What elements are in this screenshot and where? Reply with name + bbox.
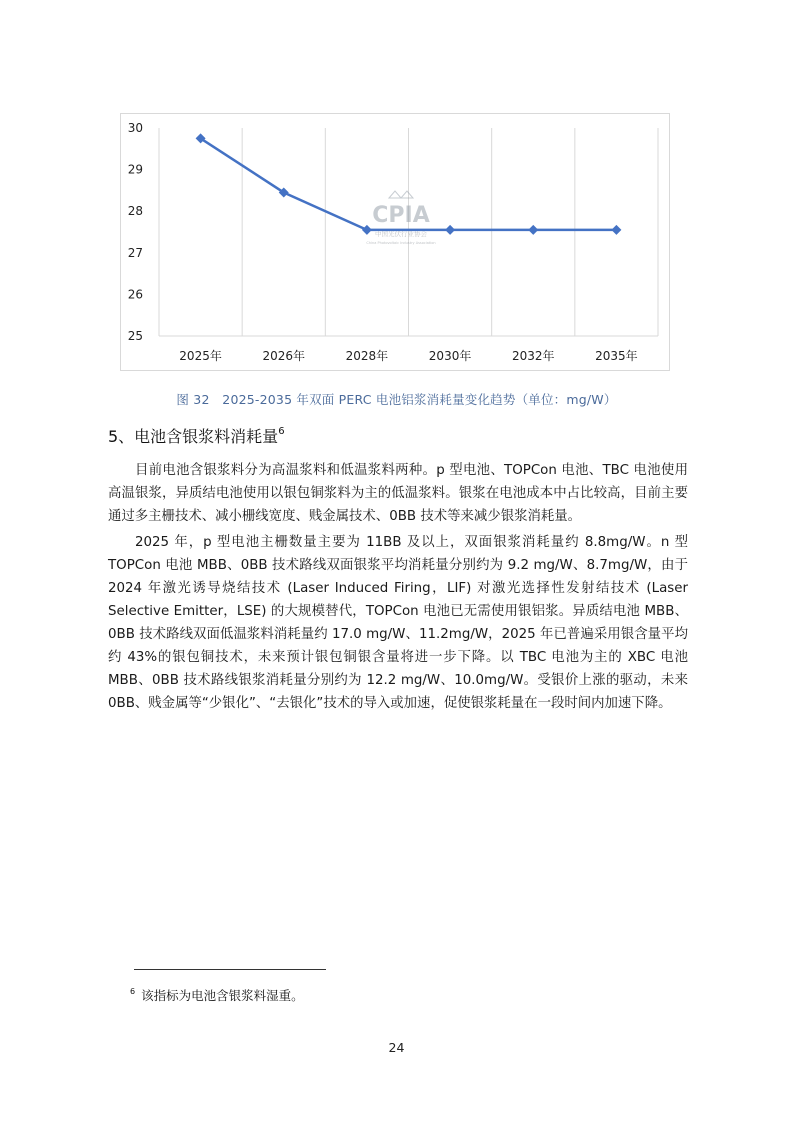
y-tick-label: 28 bbox=[127, 204, 143, 219]
y-tick-label: 25 bbox=[127, 329, 143, 343]
footnote-number: 6 bbox=[130, 986, 136, 996]
y-tick-label: 29 bbox=[127, 162, 143, 177]
footnote bbox=[130, 986, 304, 1004]
figure-caption: 图 32 2025-2035 年双面 PERC 电池铝浆消耗量变化趋势（单位：mg/W） bbox=[176, 392, 617, 407]
x-tick-label: 2030年 bbox=[428, 349, 472, 363]
cpia-watermark bbox=[366, 191, 435, 245]
y-tick-label: 30 bbox=[127, 121, 143, 135]
data-point-marker bbox=[528, 225, 538, 235]
paragraph-1: 目前电池含银浆料分为高温浆料和低温浆料两种。p 型电池、TOPCon 电池、TBC 电池使用高温银浆，异质结电池使用以银包铜浆料为主的低温浆料。银浆在电池成本中占比较高，目前主要通过多主栅技术、减小栅线宽度、贱金属技术、0BB 技术等来减少银浆消耗量。 bbox=[108, 463, 688, 524]
footnote-ref[interactable]: 6 bbox=[278, 425, 285, 437]
page-number: 24 bbox=[388, 1040, 405, 1055]
watermark-logo-text: CPIA bbox=[372, 203, 430, 228]
y-tick-label: 27 bbox=[127, 245, 143, 260]
footnote-divider bbox=[134, 969, 326, 970]
section-title: 5、电池含银浆料消耗量 bbox=[108, 427, 279, 446]
chart-container bbox=[120, 113, 670, 371]
x-tick-label: 2025年 bbox=[179, 349, 222, 363]
y-tick-label: 26 bbox=[127, 287, 143, 302]
data-point-marker bbox=[611, 225, 621, 235]
x-tick-label: 2026年 bbox=[262, 349, 306, 363]
watermark-subtitle: 中国光伏行业协会 bbox=[375, 230, 427, 238]
watermark-subtitle-en: China Photovoltaic Industry Association bbox=[366, 241, 436, 245]
data-point-marker bbox=[362, 225, 372, 235]
section-heading bbox=[108, 424, 285, 447]
x-tick-label: 2032年 bbox=[511, 349, 555, 363]
footnote-text: 该指标为电池含银浆料湿重。 bbox=[141, 988, 304, 1003]
watermark-crown-icon bbox=[389, 191, 413, 198]
paragraph-2: 2025 年，p 型电池主栅数量主要为 11BB 及以上，双面银浆消耗量约 8.8mg/W。n 型 TOPCon 电池 MBB、0BB 技术路线双面银浆平均消耗量分别约为 9.2 mg/W、8.7mg/W，由于 2024 年激光诱导烧结技术 (Laser Induced Firing，LIF) 对激光选择性发射结技术 (Laser Selective Emitter，LSE) 的大规模替代，TOPCon 电池已无需使用银铝浆。异质结电池 MBB、0BB 技术路线双面低温浆料消耗量约 17.0 mg/W、11.2mg/W，2025 年已普遍采用银含量平均约 43%的银包铜技术，未来预计银包铜银含量将进一步下降。以 TBC 电池为主的 XBC 电池 MBB、0BB 技术路线银浆消耗量分别约为 12.2 mg/W、10.0mg/W。受银价上涨的驱动，未来 0BB、贱金属等“少银化”、“去银化”技术的导入或加速，促使银浆耗量在一段时间内加速下降。 bbox=[108, 535, 688, 711]
line-chart bbox=[121, 114, 671, 372]
x-tick-label: 2028年 bbox=[345, 349, 389, 363]
data-point-marker bbox=[445, 225, 455, 235]
x-tick-label: 2035年 bbox=[595, 349, 638, 363]
